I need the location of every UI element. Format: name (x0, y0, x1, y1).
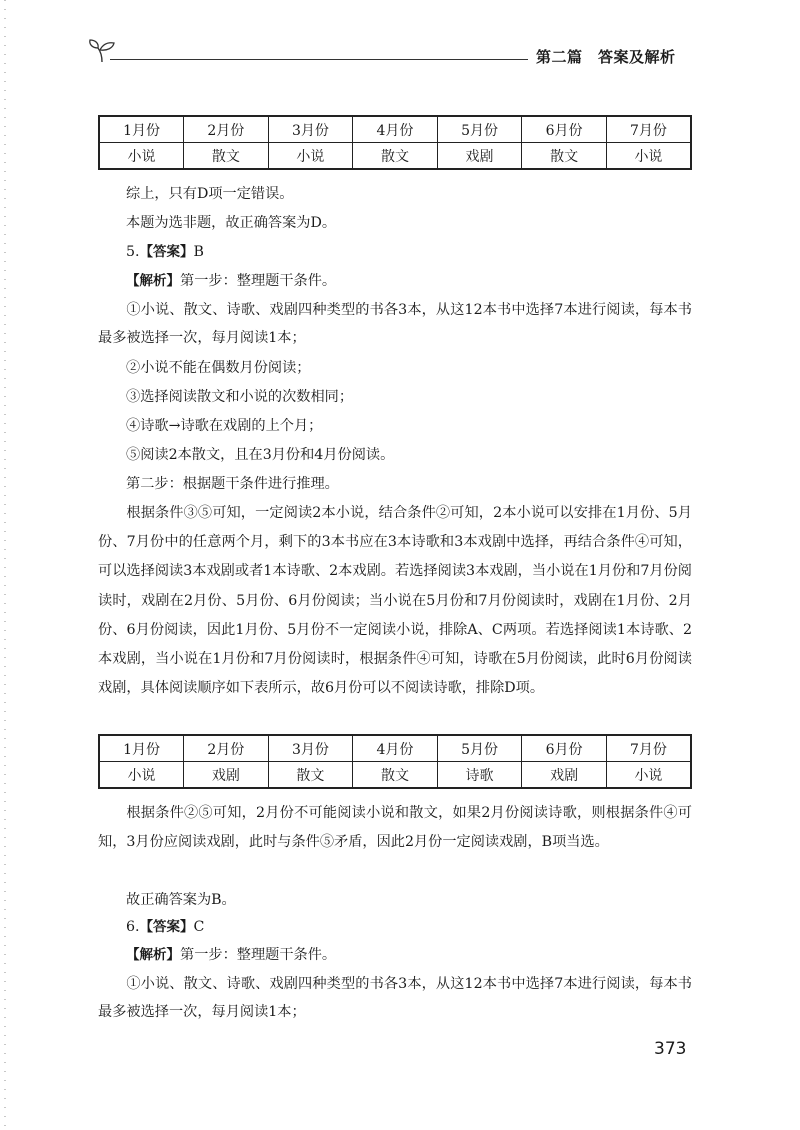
table-cell: 散文 (353, 762, 438, 789)
q5-number: 5. (126, 244, 140, 260)
page-number: 373 (654, 1039, 687, 1059)
q5-answer-line (126, 238, 692, 266)
table-row-months (99, 116, 691, 143)
table-row-types (99, 762, 691, 789)
answer-label: 【答案】 (139, 919, 194, 935)
header-rule (110, 59, 528, 60)
table-cell: 小说 (268, 143, 353, 170)
q5-conclusion: 故正确答案为B。 (126, 892, 236, 908)
q5-reasoning: 根据条件③⑤可知，一定阅读2本小说，结合条件②可知，2本小说可以安排在1月份、5月份、7月份中的任意两个月，剩下的3本书应在3本诗歌和3本戏剧中选择，再结合条件④可知，可以选择阅读3本戏剧或者1本诗歌、2本戏剧。若选择阅读3本戏剧，当小说在1月份和7月份阅读时，戏剧在2月份、5月份、6月份阅读；当小说在5月份和7月份阅读时，戏剧在1月份、2月份、6月份阅读，因此1月份、5月份不一定阅读小说，排除A、C两项。若选择阅读1本诗歌、2本戏剧，当小说在1月份和7月份阅读时，根据条件④可知，诗歌在5月份阅读，此时6月份阅读戏剧，具体阅读顺序如下表所示，故6月份可以不阅读诗歌，排除D项。 (98, 505, 692, 697)
table-cell: 诗歌 (437, 762, 522, 789)
q5-condition-2: ②小说不能在偶数月份阅读； (126, 360, 311, 376)
table-cell: 5月份 (437, 735, 522, 762)
table-cell: 小说 (606, 762, 691, 789)
q5-analysis-line (126, 267, 692, 295)
table-cell: 散文 (522, 143, 607, 170)
q6-answer-line (126, 913, 692, 941)
table-cell: 戏剧 (184, 762, 269, 789)
section-title: 第二篇 答案及解析 (536, 48, 676, 66)
table-cell: 6月份 (522, 735, 607, 762)
reading-table-1 (98, 115, 692, 170)
q6-condition-1: ①小说、散文、诗歌、戏剧四种类型的书各3本，从这12本书中选择7本进行阅读，每本书最多被选择一次，每月阅读1本； (98, 976, 692, 1020)
table-cell: 小说 (99, 762, 184, 789)
table-cell: 散文 (353, 143, 438, 170)
table-cell: 散文 (184, 143, 269, 170)
table-cell: 7月份 (606, 735, 691, 762)
q5-reasoning-2: 根据条件②⑤可知，2月份不可能阅读小说和散文，如果2月份阅读诗歌，则根据条件④可知，3月份应阅读戏剧，此时与条件⑤矛盾，因此2月份一定阅读戏剧，B项当选。 (98, 805, 692, 850)
table-cell: 散文 (268, 762, 353, 789)
q5-step1: 第一步：整理题干条件。 (180, 273, 337, 289)
table-cell: 4月份 (353, 735, 438, 762)
table-cell: 戏剧 (437, 143, 522, 170)
analysis-label: 【解析】 (126, 273, 180, 289)
q5-step2: 第二步：根据题干条件进行推理。 (126, 476, 339, 492)
table-cell: 小说 (99, 143, 184, 170)
table-row-months (99, 735, 691, 762)
q4-summary: 综上，只有D项一定错误。 (126, 186, 294, 202)
q6-answer: C (193, 919, 205, 935)
table-row-types (99, 143, 691, 170)
table-cell: 2月份 (184, 735, 269, 762)
analysis-label: 【解析】 (126, 947, 180, 963)
table-cell: 1月份 (99, 735, 184, 762)
table-cell: 6月份 (522, 116, 607, 143)
q6-analysis-line (126, 941, 692, 969)
table-cell: 5月份 (437, 116, 522, 143)
binding-edge (4, 0, 6, 1130)
table-cell: 戏剧 (522, 762, 607, 789)
q6-step1: 第一步：整理题干条件。 (180, 947, 337, 963)
table-cell: 3月份 (268, 116, 353, 143)
answer-label: 【答案】 (139, 244, 194, 260)
table-cell: 4月份 (353, 116, 438, 143)
q5-condition-4: ④诗歌→诗歌在戏剧的上个月； (126, 418, 323, 434)
table-cell: 1月份 (99, 116, 184, 143)
q5-condition-3: ③选择阅读散文和小说的次数相同； (126, 389, 354, 405)
q6-number: 6. (126, 919, 140, 935)
q5-answer: B (193, 244, 204, 260)
table-cell: 2月份 (184, 116, 269, 143)
q4-conclusion: 本题为选非题，故正确答案为D。 (126, 215, 337, 231)
table-cell: 7月份 (606, 116, 691, 143)
q5-condition-5: ⑤阅读2本散文，且在3月份和4月份阅读。 (126, 447, 395, 463)
q5-condition-1: ①小说、散文、诗歌、戏剧四种类型的书各3本，从这12本书中选择7本进行阅读，每本书最多被选择一次，每月阅读1本； (98, 302, 692, 346)
reading-table-2 (98, 734, 692, 789)
table-cell: 小说 (606, 143, 691, 170)
table-cell: 3月份 (268, 735, 353, 762)
